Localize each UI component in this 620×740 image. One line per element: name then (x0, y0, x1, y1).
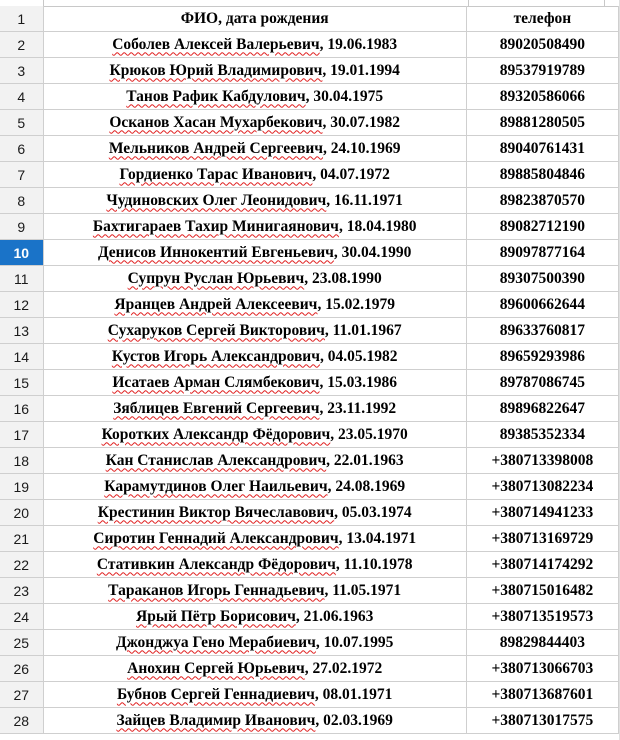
cell-name-birthdate[interactable] (43, 266, 466, 292)
header-cell-name[interactable]: ФИО, дата рождения (43, 6, 466, 32)
birth-date: , 24.10.1969 (323, 139, 401, 157)
birth-date: , 15.02.1979 (317, 295, 395, 313)
table-row (0, 682, 620, 708)
table-row (0, 422, 620, 448)
row-header[interactable]: 1 (0, 6, 43, 32)
row-header[interactable]: 6 (0, 136, 43, 162)
row-header[interactable]: 22 (0, 552, 43, 578)
cell-name-birthdate[interactable] (43, 136, 466, 162)
cell-name-birthdate[interactable] (43, 448, 466, 474)
birth-date: , 30.04.1975 (305, 87, 384, 105)
birth-date: , 19.06.1983 (319, 35, 398, 53)
row-header[interactable]: 17 (0, 422, 43, 448)
birth-date: , 21.06.1963 (295, 607, 374, 625)
cell-phone[interactable]: +380713687601 (466, 682, 618, 708)
row-header[interactable]: 15 (0, 370, 43, 396)
row-header[interactable]: 26 (0, 656, 43, 682)
row-header[interactable]: 7 (0, 162, 43, 188)
cell-phone[interactable]: 89787086745 (466, 370, 618, 396)
birth-date: , 08.01.1971 (314, 685, 393, 703)
row-header[interactable]: 9 (0, 214, 43, 240)
cell-phone[interactable]: 89881280505 (466, 110, 618, 136)
cell-name-birthdate[interactable] (43, 344, 466, 370)
cell-phone[interactable]: 89020508490 (466, 32, 618, 58)
person-name: Денисов Иннокентий Евгеньевич (97, 243, 334, 261)
row-header[interactable]: 11 (0, 266, 43, 292)
person-name: Чудиновских Олег Леонидович (106, 191, 327, 209)
table-row (0, 630, 620, 656)
birth-date: , 23.08.1990 (304, 269, 382, 287)
cell-name-birthdate[interactable] (43, 240, 466, 266)
cell-name-birthdate[interactable] (43, 656, 466, 682)
row-header[interactable]: 25 (0, 630, 43, 656)
cell-name-birthdate[interactable] (43, 162, 466, 188)
row-header[interactable]: 27 (0, 682, 43, 708)
table-row (0, 604, 620, 630)
row-header[interactable]: 2 (0, 32, 43, 58)
cell-name-birthdate[interactable] (43, 500, 466, 526)
table-row (0, 162, 620, 188)
birth-date: , 19.01.1994 (322, 61, 400, 79)
cell-name-birthdate[interactable] (43, 84, 466, 110)
cell-name-birthdate[interactable] (43, 552, 466, 578)
cell-name-birthdate[interactable] (43, 214, 466, 240)
person-name: Сухаруков Сергей Викторович (107, 321, 325, 339)
row-header[interactable]: 28 (0, 708, 43, 734)
table-row (0, 214, 620, 240)
birth-date: , 30.04.1990 (333, 243, 412, 261)
person-name: Джонджуа Гено Мерабиевич (116, 633, 316, 651)
person-name: Соболев Алексей Валерьевич (112, 35, 320, 53)
birth-date: , 27.02.1972 (304, 659, 383, 677)
cell-phone[interactable]: +380714174292 (466, 552, 618, 578)
table-row (0, 318, 620, 344)
person-name: Осканов Хасан Мухарбекович (109, 113, 323, 131)
table-row (0, 32, 620, 58)
cell-name-birthdate[interactable] (43, 526, 466, 552)
row-header[interactable]: 12 (0, 292, 43, 318)
table-row (0, 292, 620, 318)
row-header[interactable]: 13 (0, 318, 43, 344)
cell-phone[interactable]: +380713398008 (466, 448, 618, 474)
person-name: Бахтигараев Тахир Минигаянович (92, 217, 339, 235)
birth-date: , 04.07.1972 (312, 165, 390, 183)
cell-name-birthdate[interactable] (43, 682, 466, 708)
birth-date: , 13.04.1971 (338, 529, 417, 547)
cell-name-birthdate[interactable] (43, 630, 466, 656)
cell-phone[interactable]: +380713082234 (466, 474, 618, 500)
table-row (0, 370, 620, 396)
birth-date: , 23.05.1970 (330, 425, 408, 443)
cell-name-birthdate[interactable] (43, 578, 466, 604)
person-name: Бубнов Сергей Геннадиевич (116, 685, 315, 703)
table-row (0, 526, 620, 552)
cell-name-birthdate[interactable] (43, 370, 466, 396)
person-name: Ярый Пётр Борисович (136, 607, 296, 625)
row-header[interactable]: 8 (0, 188, 43, 214)
row-header[interactable]: 18 (0, 448, 43, 474)
cell-name-birthdate[interactable] (43, 604, 466, 630)
table-row (0, 110, 620, 136)
row-header[interactable]: 23 (0, 578, 43, 604)
cell-grid (0, 6, 620, 734)
cell-name-birthdate[interactable] (43, 292, 466, 318)
birth-date: , 18.04.1980 (338, 217, 417, 235)
cell-phone[interactable]: +380714941233 (466, 500, 618, 526)
table-header-row (0, 6, 620, 32)
person-name: Тараканов Игорь Геннадьевич (108, 581, 325, 599)
cell-name-birthdate[interactable] (43, 318, 466, 344)
cell-phone[interactable]: 89823870570 (466, 188, 618, 214)
person-name: Карамутдинов Олег Наильевич (104, 477, 328, 495)
person-name: Анохин Сергей Юрьевич (127, 659, 305, 677)
person-name: Кан Станислав Александрович (105, 451, 327, 469)
row-header[interactable]: 10 (0, 240, 43, 266)
table-row (0, 396, 620, 422)
row-header[interactable]: 14 (0, 344, 43, 370)
birth-date: , 11.10.1978 (335, 555, 413, 573)
table-row (0, 240, 620, 266)
cell-phone[interactable]: 89885804846 (466, 162, 618, 188)
cell-phone[interactable]: 89385352334 (466, 422, 618, 448)
person-name: Гордиенко Тарас Иванович (119, 165, 313, 183)
person-name: Зяблицев Евгений Сергеевич (113, 399, 320, 417)
person-name: Кустов Игорь Александрович (111, 347, 320, 365)
person-name: Сиротин Геннадий Александрович (93, 529, 339, 547)
cell-phone[interactable]: +380713519573 (466, 604, 618, 630)
cell-phone[interactable]: 89320586066 (466, 84, 618, 110)
cell-name-birthdate[interactable] (43, 188, 466, 214)
table-row (0, 552, 620, 578)
birth-date: , 02.03.1969 (315, 711, 393, 729)
person-name: Коротких Александр Фёдорович (101, 425, 331, 443)
birth-date: , 30.07.1982 (322, 113, 400, 131)
birth-date: , 04.05.1982 (319, 347, 398, 365)
cell-phone[interactable]: +380715016482 (466, 578, 618, 604)
person-name: Крестинин Виктор Вячеславович (97, 503, 335, 521)
person-name: Исатаев Арман Слямбекович (112, 373, 320, 391)
cell-phone[interactable]: 89829844403 (466, 630, 618, 656)
cell-phone[interactable]: +380713066703 (466, 656, 618, 682)
person-name: Зайцев Владимир Иванович (116, 711, 316, 729)
birth-date: , 15.03.1986 (319, 373, 397, 391)
table-row (0, 578, 620, 604)
table-row (0, 708, 620, 734)
row-header[interactable]: 21 (0, 526, 43, 552)
person-name: Мельников Андрей Сергеевич (108, 139, 324, 157)
row-header[interactable]: 4 (0, 84, 43, 110)
person-name: Яранцев Андрей Алексеевич (114, 295, 318, 313)
cell-phone[interactable]: 89896822647 (466, 396, 618, 422)
row-header[interactable]: 24 (0, 604, 43, 630)
cell-name-birthdate[interactable] (43, 396, 466, 422)
row-header[interactable]: 19 (0, 474, 43, 500)
cell-name-birthdate[interactable] (43, 474, 466, 500)
table-row (0, 448, 620, 474)
header-cell-phone[interactable]: телефон (466, 6, 618, 32)
row-header[interactable]: 3 (0, 58, 43, 84)
row-header[interactable]: 20 (0, 500, 43, 526)
table-row (0, 136, 620, 162)
cell-phone[interactable]: 89659293986 (466, 344, 618, 370)
table-row (0, 500, 620, 526)
birth-date: , 16.11.1971 (326, 191, 403, 209)
cell-phone[interactable]: 89537919789 (466, 58, 618, 84)
cell-name-birthdate[interactable] (43, 110, 466, 136)
birth-date: , 10.07.1995 (315, 633, 394, 651)
row-header[interactable]: 5 (0, 110, 43, 136)
cell-phone[interactable]: 89082712190 (466, 214, 618, 240)
person-name: Крюков Юрий Владимирович (109, 61, 323, 79)
birth-date: , 05.03.1974 (334, 503, 412, 521)
table-row (0, 656, 620, 682)
cell-phone[interactable]: +380713169729 (466, 526, 618, 552)
cell-name-birthdate[interactable] (43, 32, 466, 58)
table-row (0, 58, 620, 84)
birth-date: , 11.01.1967 (324, 321, 402, 339)
cell-name-birthdate[interactable] (43, 708, 466, 734)
cell-phone[interactable]: 89097877164 (466, 240, 618, 266)
birth-date: , 22.01.1963 (326, 451, 404, 469)
table-row (0, 84, 620, 110)
cell-phone[interactable]: +380713017575 (466, 708, 618, 734)
row-header[interactable]: 16 (0, 396, 43, 422)
cell-phone[interactable]: 89307500390 (466, 266, 618, 292)
person-name: Танов Рафик Кабдулович (126, 87, 306, 105)
table-row (0, 266, 620, 292)
birth-date: , 24.08.1969 (327, 477, 406, 495)
cell-phone[interactable]: 89040761431 (466, 136, 618, 162)
cell-name-birthdate[interactable] (43, 58, 466, 84)
person-name: Стативкин Александр Фёдорович (96, 555, 336, 573)
table-row (0, 474, 620, 500)
table-row (0, 188, 620, 214)
cell-phone[interactable]: 89633760817 (466, 318, 618, 344)
cell-phone[interactable]: 89600662644 (466, 292, 618, 318)
table-row (0, 344, 620, 370)
birth-date: , 11.05.1971 (324, 581, 402, 599)
person-name: Супрун Руслан Юрьевич (127, 269, 305, 287)
cell-name-birthdate[interactable] (43, 422, 466, 448)
birth-date: , 23.11.1992 (319, 399, 397, 417)
